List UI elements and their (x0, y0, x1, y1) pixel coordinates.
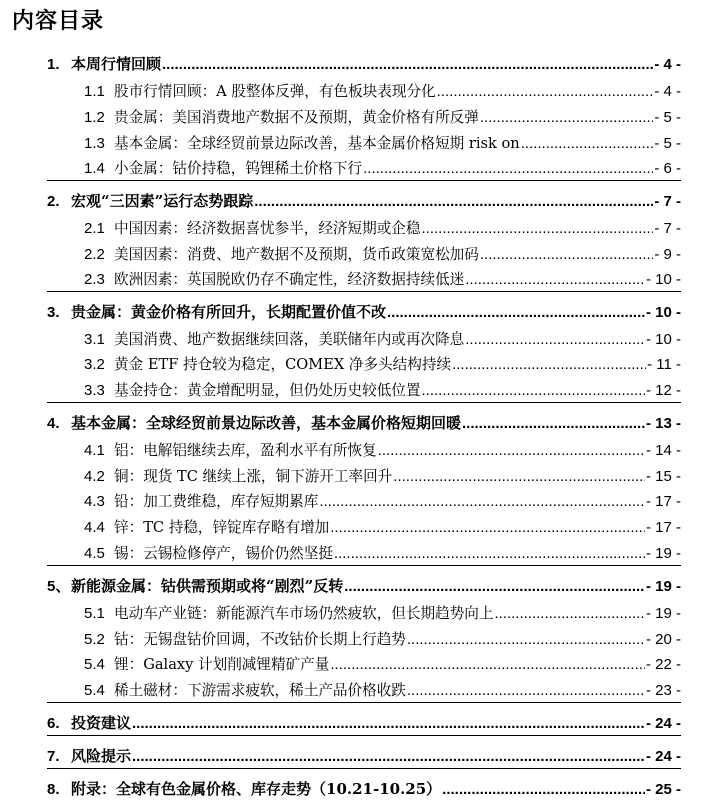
toc-item-4-5[interactable] (84, 542, 681, 563)
item-title: 基金持仓：黄金增配明显，但仍处历史较低位置 (114, 382, 421, 399)
page-number: - 17 - (645, 493, 681, 510)
item-number: 4.4 (84, 519, 105, 536)
page-number: - 9 - (654, 246, 681, 263)
toc-item-4-4[interactable] (84, 516, 681, 537)
dot-leader (480, 246, 653, 263)
toc-item-5-1[interactable] (84, 602, 681, 623)
page-number: - 23 - (645, 682, 681, 699)
section-number: 1. (47, 56, 60, 73)
dot-leader (452, 356, 646, 373)
item-number: 4.2 (84, 468, 105, 485)
dot-leader (330, 519, 645, 536)
section-title: 基本金属：全球经贸前景边际改善，基本金属价格短期回暖 (71, 414, 462, 432)
dot-leader (407, 631, 645, 648)
dot-leader (442, 781, 645, 798)
item-title: 小金属：钴价持稳，钨锂稀土价格下行 (114, 160, 363, 177)
page-number: - 19 - (645, 605, 681, 622)
toc-item-1-4[interactable] (84, 157, 681, 178)
page-number: - 10 - (645, 271, 681, 288)
page-number: - 14 - (645, 442, 681, 459)
toc-section-5[interactable] (47, 575, 681, 596)
page-number: - 10 - (645, 331, 681, 348)
toc-section-3[interactable] (47, 301, 681, 322)
toc-section-1[interactable] (47, 53, 681, 74)
section-title: 本周行情回顾 (71, 55, 162, 73)
item-number: 5.1 (84, 605, 105, 622)
item-title: 铅：加工费维稳，库存短期累库 (114, 493, 319, 510)
dot-leader (387, 304, 645, 321)
section-title: 附录：全球有色金属价格、库存走势（10.21-10.25） (71, 780, 442, 798)
dot-leader (363, 160, 653, 177)
item-title: 铝：电解铝继续去库，盈利水平有所恢复 (114, 442, 377, 459)
page-number: - 24 - (645, 748, 681, 765)
dot-leader (421, 382, 645, 399)
item-title: 中国因素：经济数据喜忧参半，经济短期或企稳 (114, 220, 421, 237)
toc-section-2[interactable] (47, 190, 681, 211)
dot-leader (465, 271, 645, 288)
section-number: 3. (47, 304, 60, 321)
dot-leader (407, 682, 645, 699)
toc-item-5-3[interactable] (84, 653, 681, 674)
section-title: 投资建议 (71, 714, 132, 732)
item-number: 4.3 (84, 493, 105, 510)
dot-leader (521, 135, 654, 152)
item-title: 美国消费、地产数据继续回落，美联储年内或再次降息 (114, 331, 465, 348)
item-title: 稀土磁材：下游需求疲软，稀土产品价格收跌 (114, 682, 406, 699)
item-title: 美国因素：消费、地产数据不及预期，货币政策宽松加码 (114, 246, 479, 263)
item-title: 钴：无锡盘钴价回调，不改钴价长期上行趋势 (114, 631, 406, 648)
dot-leader (465, 331, 645, 348)
item-title: 锡：云锡检修停产，锡价仍然坚挺 (114, 545, 333, 562)
item-number: 4.1 (84, 442, 105, 459)
item-number: 3.2 (84, 356, 105, 373)
item-title: 贵金属：美国消费地产数据不及预期，黄金价格有所反弹 (114, 109, 479, 126)
dot-leader (132, 715, 645, 732)
section-number: 2. (47, 193, 60, 210)
item-number: 1.3 (84, 135, 105, 152)
section-number: 4. (47, 415, 60, 432)
item-number: 2.3 (84, 271, 105, 288)
page-number: - 4 - (654, 56, 681, 73)
dot-leader (344, 578, 645, 595)
item-number: 2.2 (84, 246, 105, 263)
dot-leader (494, 605, 645, 622)
dot-leader (378, 442, 645, 459)
section-divider (47, 735, 681, 736)
item-title: 锂：Galaxy 计划削减锂精矿产量 (114, 656, 330, 673)
item-number: 2.1 (84, 220, 105, 237)
item-title: 铜：现货 TC 继续上涨，铜下游开工率回升 (114, 468, 393, 485)
toc-item-1-3[interactable] (84, 132, 681, 153)
toc-section-4[interactable] (47, 412, 681, 433)
page-number: - 5 - (654, 135, 681, 152)
dot-leader (437, 83, 654, 100)
section-divider (47, 291, 681, 292)
page-number: - 24 - (645, 715, 681, 732)
section-divider (47, 702, 681, 703)
page-number: - 5 - (654, 109, 681, 126)
item-number: 5.2 (84, 631, 105, 648)
section-number: 8. (47, 781, 60, 798)
page-number: - 20 - (645, 631, 681, 648)
page-number: - 19 - (645, 545, 681, 562)
item-number: 4.5 (84, 545, 105, 562)
toc-section-7[interactable] (47, 745, 681, 766)
item-title: 基本金属：全球经贸前景边际改善，基本金属价格短期 risk on (114, 135, 520, 152)
item-number: 3.3 (84, 382, 105, 399)
toc-item-2-2[interactable] (84, 243, 681, 264)
item-number: 1.2 (84, 109, 105, 126)
section-number: 7. (47, 748, 60, 765)
toc-item-3-1[interactable] (84, 328, 681, 349)
dot-leader (393, 468, 645, 485)
toc-item-5-2[interactable] (84, 628, 681, 649)
page-number: - 13 - (645, 415, 681, 432)
page-number: - 4 - (654, 83, 681, 100)
section-number: 6. (47, 715, 60, 732)
item-title: 欧洲因素：英国脱欧仍存不确定性，经济数据持续低迷 (114, 271, 465, 288)
toc-item-1-2[interactable] (84, 106, 681, 127)
page-number: - 12 - (645, 382, 681, 399)
page-number: - 19 - (645, 578, 681, 595)
section-title: 风险提示 (71, 747, 132, 765)
page-number: - 10 - (645, 304, 681, 321)
toc-title: 内容目录 (12, 8, 105, 34)
item-number: 1.4 (84, 160, 105, 177)
section-title: 宏观“三因素”运行态势跟踪 (71, 192, 254, 210)
dot-leader (480, 109, 653, 126)
section-number: 5、 (47, 578, 71, 595)
toc-item-5-4[interactable] (84, 679, 681, 700)
dot-leader (421, 220, 653, 237)
toc-item-3-2[interactable] (84, 353, 681, 374)
toc-item-3-3[interactable] (84, 379, 681, 400)
toc-item-2-3[interactable] (84, 268, 681, 289)
item-title: 电动车产业链：新能源汽车市场仍然疲软，但长期趋势向上 (114, 605, 494, 622)
toc-item-2-1[interactable] (84, 217, 681, 238)
dot-leader (330, 656, 645, 673)
toc-section-8[interactable] (47, 778, 681, 799)
item-number: 5.4 (84, 656, 105, 673)
dot-leader (334, 545, 645, 562)
section-divider (47, 402, 681, 403)
page-number: - 17 - (645, 519, 681, 536)
section-title: 新能源金属：钴供需预期或将“剧烈”反转 (71, 577, 344, 595)
dot-leader (162, 56, 653, 73)
item-title: 黄金 ETF 持仓较为稳定，COMEX 净多头结构持续 (114, 356, 452, 373)
dot-leader (254, 193, 653, 210)
toc-item-4-2[interactable] (84, 465, 681, 486)
page-number: - 7 - (654, 220, 681, 237)
item-number: 5.4 (84, 682, 105, 699)
item-number: 3.1 (84, 331, 105, 348)
page-number: - 15 - (645, 468, 681, 485)
item-title: 股市行情回顾：A 股整体反弹，有色板块表现分化 (114, 83, 436, 100)
toc-item-4-1[interactable] (84, 439, 681, 460)
page-number: - 22 - (645, 656, 681, 673)
toc-section-6[interactable] (47, 712, 681, 733)
toc-item-4-3[interactable] (84, 490, 681, 511)
section-divider (47, 180, 681, 181)
dot-leader (132, 748, 645, 765)
section-title: 贵金属：黄金价格有所回升，长期配置价值不改 (71, 303, 387, 321)
page-number: - 25 - (645, 781, 681, 798)
section-divider (47, 768, 681, 769)
item-number: 1.1 (84, 83, 105, 100)
item-title: 锌：TC 持稳，锌锭库存略有增加 (114, 519, 330, 536)
page-number: - 11 - (647, 356, 681, 373)
page-number: - 7 - (654, 193, 681, 210)
dot-leader (319, 493, 645, 510)
section-divider (47, 565, 681, 566)
dot-leader (462, 415, 645, 432)
page-number: - 6 - (654, 160, 681, 177)
toc-item-1-1[interactable] (84, 80, 681, 101)
